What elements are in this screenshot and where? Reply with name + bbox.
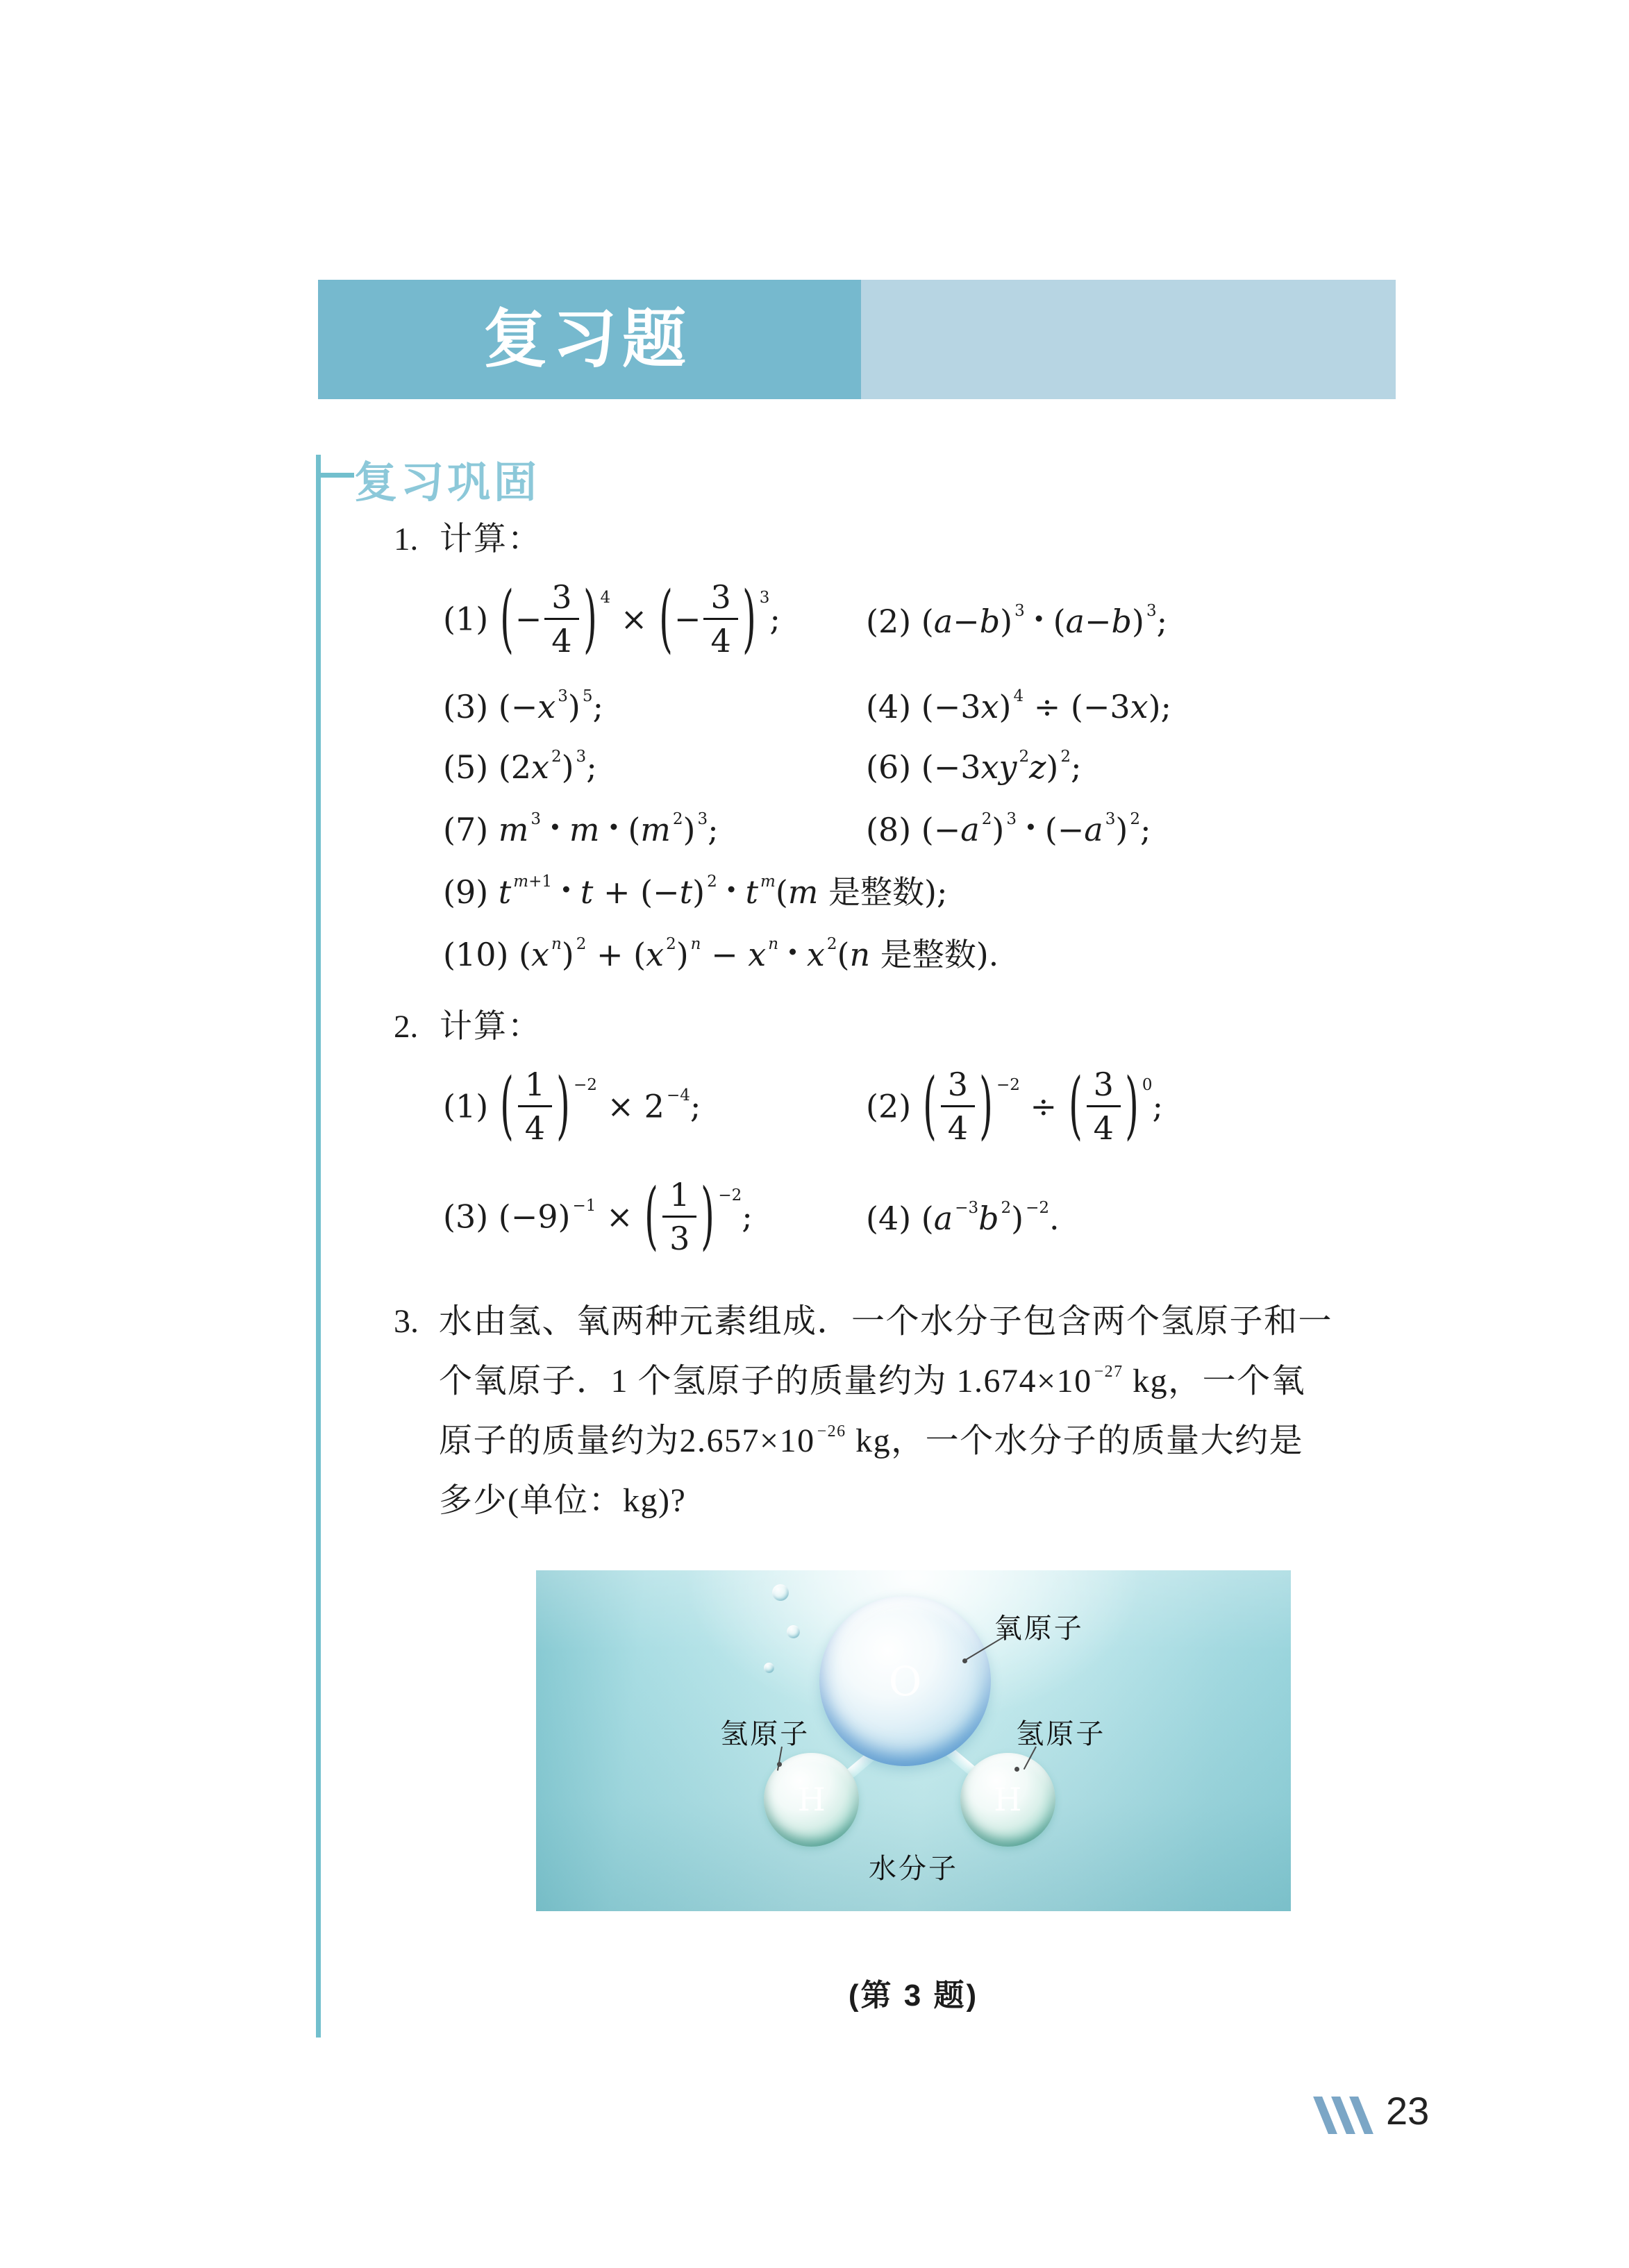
page-number-slashes: [1321, 2097, 1375, 2134]
banner-light-panel: [861, 280, 1396, 399]
math-item: (4) (a $^{-3}$b $^2$) $^{-2}$.: [866, 1199, 1060, 1238]
math-item: (3) (−x $^3$) $^5$;: [443, 687, 603, 725]
oxygen-atom-label: 氧原子: [994, 1612, 1084, 1644]
math-item: (3) (−9) $^{-1}$ × ( $\frac{1}{3}$ ) $^{-2}$;: [443, 1172, 753, 1259]
bubble-small: [764, 1663, 774, 1673]
oxygen-symbol: O: [888, 1657, 922, 1705]
problem-2-number: 2.: [394, 1008, 419, 1045]
math-item: (7) m $^3$ · m · (m $^2$) $^3$;: [443, 807, 719, 848]
math-item: (1) (− $\frac{3}{4}$ ) $^4$ × (− $\frac{3}{4}$ ) $^3$;: [443, 574, 780, 661]
problem-2-label: 计算：: [440, 1008, 542, 1045]
math-item: (1) ( $\frac{1}{4}$ ) $^{-2}$ × 2 $^{-4}$;: [443, 1061, 701, 1148]
hydrogen-atom-label-right: 氢原子: [1016, 1717, 1106, 1749]
hydrogen-symbol-right: H: [994, 1781, 1022, 1819]
math-item: (2) (a−b) $^3$ · (a−b) $^3$;: [866, 600, 1168, 641]
figure-caption: (第 3 题): [848, 1979, 979, 2013]
problem-3-number: 3.: [394, 1302, 419, 1340]
math-item: (6) (−3xy $^2$z) $^2$;: [866, 748, 1082, 787]
banner-dark-panel: [318, 280, 861, 399]
hydrogen-symbol-left: H: [797, 1781, 826, 1819]
review-banner: [318, 280, 1396, 399]
problem-3-text: 水由氢、氧两种元素组成．一个水分子包含两个氢原子和一 个氧原子．1 个氢原子的质量约为 1.674×10 $^{-27}$ kg，一个氧 原子的质量约为2.657×10 $^{-26}$ kg，一个水分子的质量大约是 多少(单位：kg)?: [439, 1302, 1333, 1519]
page-title: 复习题: [483, 304, 692, 375]
page-number: 23: [1386, 2089, 1430, 2133]
hydrogen-atom-bubble-right: [960, 1753, 1055, 1847]
section-rule: [316, 455, 321, 2038]
problem-list: [394, 519, 1375, 1531]
problem-1-items: [443, 574, 1375, 976]
hydrogen-atom-label-left: 氢原子: [720, 1717, 810, 1749]
math-item: (4) (−3x) $^4$ ÷ (−3x);: [866, 687, 1172, 725]
problem-1-number: 1.: [394, 521, 419, 557]
math-item: (10) (x $^n$) $^2$ + (x $^2$) $^n$ − x $^n$ · x $^2$(n 是整数).: [443, 933, 999, 974]
section-title: 复习巩固: [354, 459, 541, 507]
bubble-small: [772, 1584, 789, 1601]
leader-dot-hydrogen-left: [777, 1762, 782, 1767]
problem-3: [394, 1292, 1375, 1531]
section-tick: [316, 473, 354, 478]
math-item: (8) (−a $^2$) $^3$ · (−a $^3$) $^2$;: [866, 807, 1151, 848]
math-item: (9) t $^{m+1}$ · t + (−t) $^2$ · t $^m$(m 是整数);: [443, 871, 948, 912]
problem-2-heading: [394, 1007, 1375, 1048]
oxygen-atom-bubble: [819, 1596, 992, 1767]
water-molecule-label: 水分子: [868, 1852, 958, 1884]
problem-1-heading: [394, 519, 1375, 560]
math-item: (5) (2x $^2$) $^3$;: [443, 748, 597, 787]
math-item: (2) ( $\frac{3}{4}$ ) $^{-2}$ ÷ ( $\frac{3}{4}$ ) $^0$;: [866, 1061, 1163, 1148]
molecule-figure: [536, 1570, 1291, 1911]
problem-1-label: 计算：: [440, 521, 542, 557]
problem-2-items: [443, 1061, 1375, 1264]
leader-dot-oxygen: [962, 1658, 967, 1663]
leader-dot-hydrogen-right: [1014, 1767, 1019, 1772]
bubble-small: [787, 1625, 800, 1638]
